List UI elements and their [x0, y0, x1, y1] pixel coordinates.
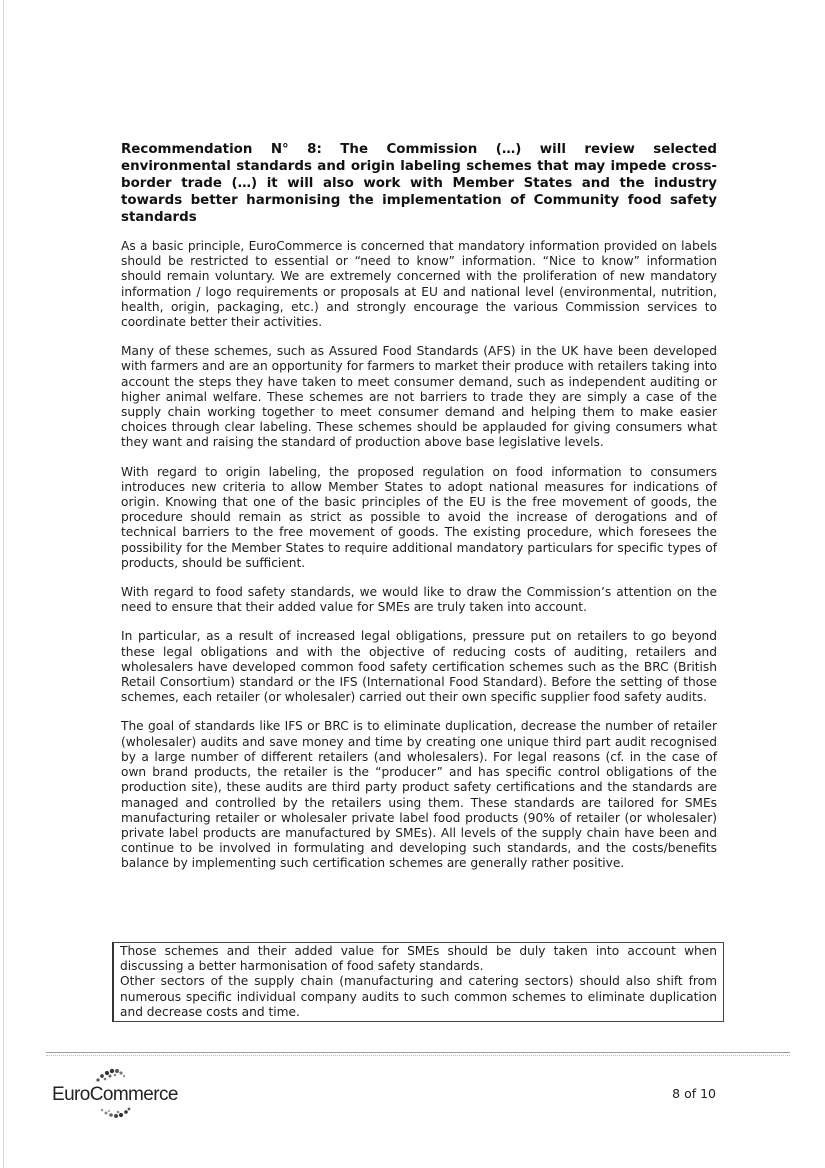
- scan-edge-line: [3, 0, 4, 1168]
- paragraph-goal-of-standards: The goal of standards like IFS or BRC is to eliminate duplication, decrease the number of retailer (wholesaler) audits and save money and time by creating one unique third part audit recognised by a large number of different retailers (and wholesalers). For legal reasons (cf. in the case of own brand products, the retailer is the “producer” and has specific control obligations of the production site), these audits are third party product safety certifications and the standards are managed and controlled by the retailers using them. These standards are tailored for SMEs manufacturing retailer or wholesaler private label food products (90% of retailer (or wholesaler) private label products are manufactured by SMEs). All levels of the supply chain have been and continue to be involved in formulating and developing such standards, and the costs/benefits balance by implementing such certification schemes are generally rather positive.: [121, 719, 717, 871]
- conclusion-box: [112, 942, 724, 1022]
- logo-swoosh-bottom-icon: [94, 1106, 134, 1124]
- paragraph-origin-labeling: With regard to origin labeling, the proposed regulation on food information to consumers introduces new criteria to allow Member States to adopt national measures for indications of origin. Knowing that one of the basic principles of the EU is the free movement of goods, the procedure should remain as strict as possible to avoid the increase of derogations and of technical barriers to the free movement of goods. The existing procedure, which foresees the possibility for the Member States to require additional mandatory particulars for specific types of products, should be sufficient.: [121, 464, 717, 570]
- logo-swoosh-top-icon: [92, 1064, 132, 1084]
- recommendation-heading: Recommendation N° 8: The Commission (…) will review selected environmental standards and origin labeling schemes that may impede cross-border trade (…) it will also work with Member States and the industry towards better harmonising the implementation of Community food safety standards: [121, 142, 717, 225]
- eurocommerce-logo: [52, 1064, 182, 1124]
- paragraph-food-safety-standards: With regard to food safety standards, we would like to draw the Commission’s attention on the need to ensure that their added value for SMEs are truly taken into account.: [121, 585, 717, 615]
- conclusion-line-sme: Those schemes and their added value for SMEs should be duly taken into account when discussing a better harmonisation of food safety standards.: [120, 944, 717, 974]
- footer-divider: [46, 1052, 790, 1053]
- paragraph-certification-schemes: In particular, as a result of increased legal obligations, pressure put on retailers to go beyond these legal obligations and with the objective of reducing costs of auditing, retailers and wholesalers have developed common food safety certification schemes such as the BRC (British Retail Consortium) standard or the IFS (International Food Standard). Before the setting of those schemes, each retailer (or wholesaler) carried out their own specific supplier food safety audits.: [121, 629, 717, 705]
- paragraph-schemes: Many of these schemes, such as Assured Food Standards (AFS) in the UK have been developed with farmers and are an opportunity for farmers to market their produce with retailers taking into account the steps they have taken to meet consumer demand, such as independent auditing or higher animal welfare. These schemes are not barriers to trade they are simply a case of the supply chain working together to meet consumer demand and helping them to make easier choices through clear labeling. These schemes should be applauded for giving consumers what they want and raising the standard of production above base legislative levels.: [121, 344, 717, 450]
- footer-divider-secondary: [46, 1055, 790, 1056]
- paragraph-basic-principle: As a basic principle, EuroCommerce is concerned that mandatory information provided on labels should be restricted to essential or “need to know” information. “Nice to know” information should remain voluntary. We are extremely concerned with the proliferation of new mandatory information / logo requirements or proposals at EU and national level (environmental, nutrition, health, origin, packaging, etc.) and strongly encourage the various Commission services to coordinate better their activities.: [121, 239, 717, 330]
- main-content: [121, 141, 717, 886]
- conclusion-line-sectors: Other sectors of the supply chain (manufacturing and catering sectors) should also shift from numerous specific individual company audits to such common schemes to eliminate duplication and decrease costs and time.: [120, 974, 717, 1019]
- logo-wordmark: EuroCommerce: [52, 1084, 178, 1105]
- page-number: 8 of 10: [672, 1086, 716, 1101]
